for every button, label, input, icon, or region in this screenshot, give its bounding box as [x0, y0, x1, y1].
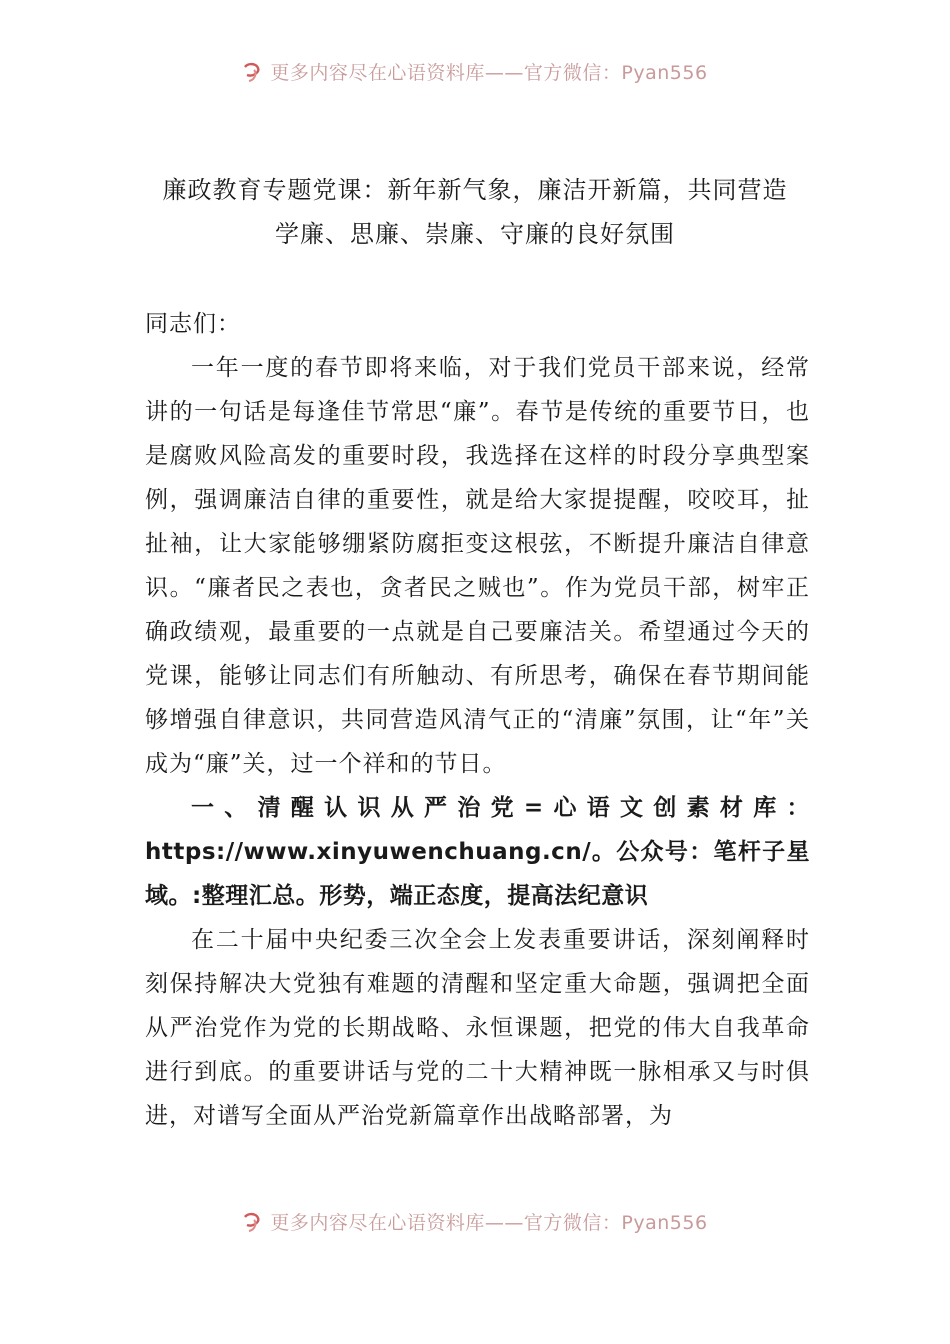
watermark-bottom	[0, 1208, 950, 1238]
watermark-top	[0, 58, 950, 88]
document-body	[145, 302, 810, 1138]
watermark-text: 更多内容尽在心语资料库——官方微信：Pyan556	[270, 1212, 708, 1234]
watermark-logo-icon	[242, 1211, 264, 1233]
title-line-2: 学廉、思廉、崇廉、守廉的良好氛围	[275, 220, 675, 248]
title-line-1: 廉政教育专题党课：新年新气象，廉洁开新篇，共同营造	[162, 176, 788, 204]
section-heading-1: 一、清醒认识从严治党=心语文创素材库：https://www.xinyuwenchuang.cn/。公众号：笔杆子星域。:整理汇总。形势，端正态度，提高法纪意识	[145, 795, 810, 909]
paragraph-intro: 一年一度的春节即将来临，对于我们党员干部来说，经常讲的一句话是每逢佳节常思“廉”。春节是传统的重要节日，也是腐败风险高发的重要时段，我选择在这样的时段分享典型案例，强调廉洁自律的重要性，就是给大家提提醒，咬咬耳，扯扯袖，让大家能够绷紧防腐拒变这根弦，不断提升廉洁自律意识。“廉者民之表也，贪者民之贼也”。作为党员干部，树牢正确政绩观，最重要的一点就是自己要廉洁关。希望通过今天的党课，能够让同志们有所触动、有所思考，确保在春节期间能够增强自律意识，共同营造风清气正的“清廉”氛围，让“年”关成为“廉”关，过一个祥和的节日。	[145, 355, 810, 777]
watermark-logo-icon	[242, 61, 264, 83]
watermark-text: 更多内容尽在心语资料库——官方微信：Pyan556	[270, 62, 708, 84]
paragraph-section-1: 在二十届中央纪委三次全会上发表重要讲话，深刻阐释时刻保持解决大党独有难题的清醒和坚定重大命题，强调把全面从严治党作为党的长期战略、永恒课题，把党的伟大自我革命进行到底。的重要讲话与党的二十大精神既一脉相承又与时俱进，对谱写全面从严治党新篇章作出战略部署，为	[145, 927, 810, 1129]
document-title	[120, 168, 830, 256]
salutation: 同志们：	[145, 311, 241, 337]
